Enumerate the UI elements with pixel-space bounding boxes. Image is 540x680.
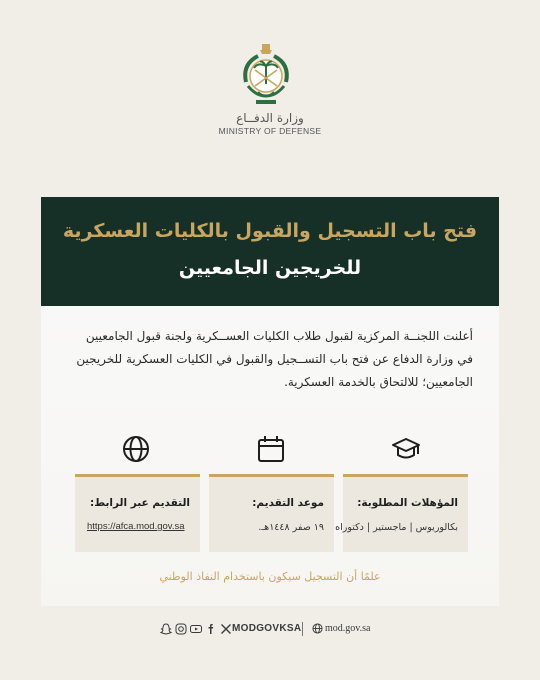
apply-link[interactable]: https://afca.mod.gov.sa xyxy=(87,521,185,532)
announcement-paragraph: أعلنت اللجنــة المركزية لقبول طلاب الكليات العســكرية ولجنة قبول الجامعيين في وزارة الدفاع عن فتح باب التســجيل والقبول في الكليات العسكرية للخريجين الجامعيين؛ للالتحاق بالخدمة العسكرية. xyxy=(76,329,473,389)
instagram-icon[interactable] xyxy=(175,623,187,635)
national-access-note: علمًا أن التسجيل سيكون باستخدام النفاذ الوطني xyxy=(159,570,381,583)
info-label: التقديم عبر الرابط: xyxy=(90,497,190,509)
ministry-emblem-icon xyxy=(236,42,296,110)
title-banner xyxy=(41,197,499,306)
info-value: بكالوريوس | ماجستير | دكتوراه xyxy=(335,522,458,533)
announcement-card xyxy=(41,197,499,606)
snapchat-icon[interactable] xyxy=(160,623,172,635)
calendar-icon xyxy=(256,434,286,464)
info-box-qualifications xyxy=(335,474,468,552)
footer-divider xyxy=(302,622,303,636)
website-link[interactable]: mod.gov.sa xyxy=(325,623,371,634)
info-box-date xyxy=(209,474,334,552)
social-icons xyxy=(160,623,232,635)
social-handle: MODGOVKSA xyxy=(232,623,302,634)
info-label: موعد التقديم: xyxy=(252,497,324,509)
info-label: المؤهلات المطلوبة: xyxy=(357,497,458,509)
ministry-name-english: MINISTRY OF DEFENSE xyxy=(218,126,322,136)
globe-icon xyxy=(121,434,151,464)
footer xyxy=(0,622,540,640)
youtube-icon[interactable] xyxy=(190,623,202,635)
graduation-cap-icon xyxy=(391,434,421,464)
ministry-name-arabic: وزارة الدفــاع xyxy=(236,111,304,125)
website-globe-icon xyxy=(312,623,323,634)
title-line-2: للخريجين الجامعيين xyxy=(178,257,362,279)
info-value: ١٩ صفر ١٤٤٨هـ. xyxy=(258,522,324,533)
title-line-1: فتح باب التسجيل والقبول بالكليات العسكرية xyxy=(62,220,478,242)
x-icon[interactable] xyxy=(220,623,232,635)
facebook-icon[interactable] xyxy=(205,623,217,635)
info-box-apply-link xyxy=(75,474,200,552)
